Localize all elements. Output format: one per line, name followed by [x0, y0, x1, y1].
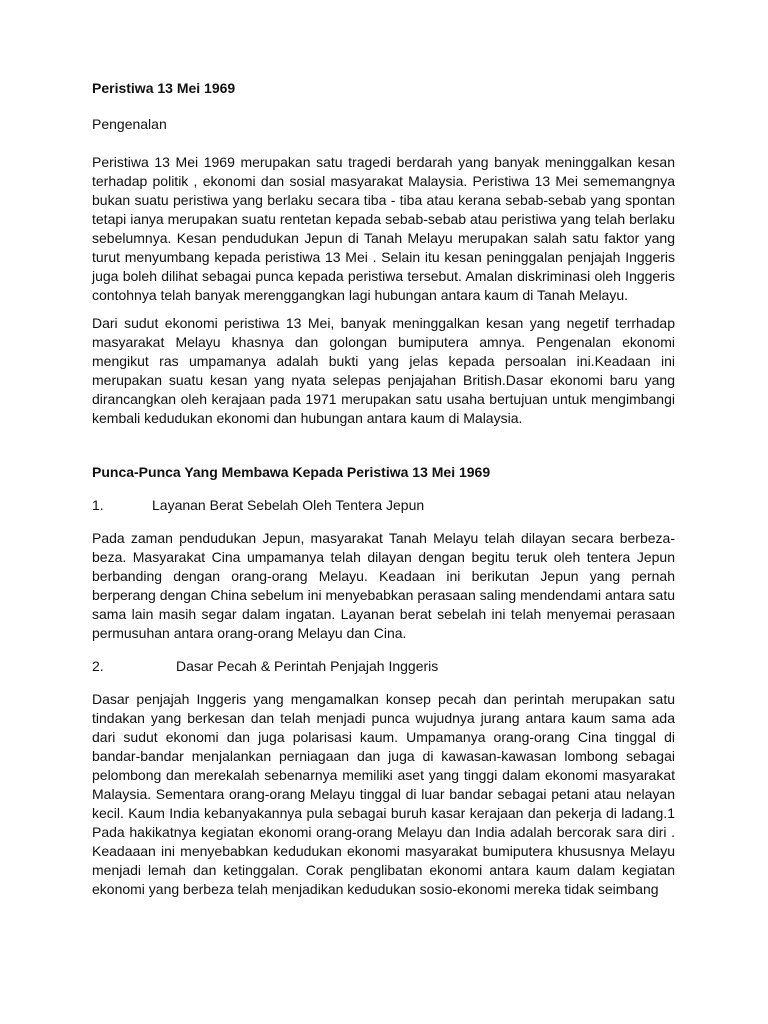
document-page [92, 79, 675, 899]
document-title: Peristiwa 13 Mei 1969 [92, 80, 236, 96]
item-2-heading: Dasar Pecah & Perintah Penjajah Inggeris [176, 658, 439, 674]
item-2-heading-row [92, 657, 675, 676]
section-heading: Punca-Punca Yang Membawa Kepada Peristiwa 13 Mei 1969 [92, 464, 491, 480]
item-2-paragraph: Dasar penjajah Inggeris yang mengamalkan konsep pecah dan perintah merupakan satu tindakan yang berkesan dan telah menjadi punca wujudnya jurang antara kaum sama ada dari sudut ekonomi dan juga polarisasi kaum. Umpamanya orang-orang Cina tinggal di bandar-bandar menjalankan perniagaan dan juga di kawasan-kawasan lombong sebagai pelombong dan merekalah sebenarnya memiliki aset yang tinggi dalam ekonomi masyarakat Malaysia. Sementara orang-orang Melayu tinggal di luar bandar sebagai petani atau nelayan kecil. Kaum India kebanyakannya pula sebagai buruh kasar kerajaan dan pekerja di ladang.1 Pada hakikatnya kegiatan ekonomi orang-orang Melayu dan India adalah bercorak sara diri . Keadaaan ini menyebabkan kedudukan ekonomi masyarakat bumiputera khususnya Melayu menjadi lemah dan ketinggalan. Corak penglibatan ekonomi antara kaum dalam kegiatan ekonomi yang berbeza telah menjadikan kedudukan sosio-ekonomi mereka tidak seimbang [92, 691, 675, 897]
intro-paragraph-2: Dari sudut ekonomi peristiwa 13 Mei, banyak meninggalkan kesan yang negetif terrhadap masyarakat Melayu khasnya dan golongan bumiputera amnya. Pengenalan ekonomi mengikut ras umpamanya adalah bukti yang jelas kepada persoalan ini.Keadaan ini merupakan suatu kesan yang nyata selepas penjajahan British.Dasar ekonomi baru yang dirancangkan oleh kerajaan pada 1971 merupakan satu usaha bertujuan untuk mengimbangi kembali kedudukan ekonomi dan hubungan antara kaum di Malaysia. [92, 315, 675, 426]
intro-paragraph-1: Peristiwa 13 Mei 1969 merupakan satu tragedi berdarah yang banyak meninggalkan kesan terhadap politik , ekonomi dan sosial masyarakat Malaysia. Peristiwa 13 Mei sememangnya bukan suatu peristiwa yang berlaku secara tiba - tiba atau kerana sebab-sebab yang spontan tetapi ianya merupakan suatu rentetan kepada sebab-sebab atau peristiwa yang telah berlaku sebelumnya. Kesan pendudukan Jepun di Tanah Melayu merupakan salah satu faktor yang turut menyumbang kepada peristiwa 13 Mei . Selain itu kesan peninggalan penjajah Inggeris juga boleh dilihat sebagai punca kepada peristiwa tersebut. Amalan diskriminasi oleh Inggeris contohnya telah banyak merenggangkan lagi hubungan antara kaum di Tanah Melayu. [92, 154, 675, 303]
item-2-number: 2. [92, 658, 104, 674]
item-1-paragraph: Pada zaman pendudukan Jepun, masyarakat Tanah Melayu telah dilayan secara berbeza-beza. Masyarakat Cina umpamanya telah dilayan dengan begitu teruk oleh tentera Jepun berbanding dengan orang-orang Melayu. Keadaan ini berikutan Jepun yang pernah berperang dengan China sebelum ini menyebabkan perasaan saling mendendami antara satu sama lain masih segar dalam ingatan. Layanan berat sebelah ini telah menyemai perasaan permusuhan antara orang-orang Melayu dan Cina. [92, 530, 675, 641]
item-1-heading-row [92, 496, 675, 515]
item-1-heading: Layanan Berat Sebelah Oleh Tentera Jepun [152, 497, 425, 513]
intro-heading: Pengenalan [92, 116, 167, 132]
item-1-number: 1. [92, 497, 104, 513]
